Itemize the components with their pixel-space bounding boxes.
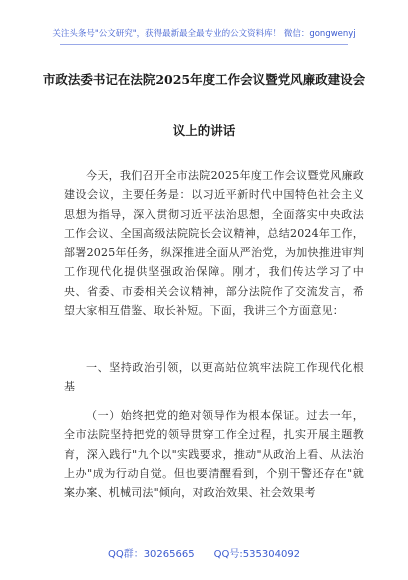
header-banner: 关注头条号"公文研究"，获得最新最全最专业的公文资料库！ 微信：gongwenyj <box>52 29 356 39</box>
document-title-line-1: 市政法委书记在法院2025年度工作会议暨党风廉政建设会 <box>42 72 366 87</box>
footer-contact: QQ群：30265665 QQ号:535304092 <box>107 549 301 560</box>
body-paragraph-intro: 今天，我们召开全市法院2025年度工作会议暨党风廉政建设会议，主要任务是：以习近平新时代中国特色社会主义思想为指导，深入贯彻习近平法治思想，全面落实中央政法工作会议、全国高级法院院长会议精神，总结2024年工作，部署2025年任务，纵深推进全面从严治党，为加快推进审判工作现代化提供坚强政治保障。刚才，我们传达学习了中央、省委、市委相关会议精神，部分法院作了交流发言，希望大家相互借鉴、取长补短。下面，我讲三个方面意见： <box>64 169 364 318</box>
section-heading-1: 一、坚持政治引领，以更高站位筑牢法院工作现代化根基 <box>64 361 364 394</box>
document-title-line-2: 议上的讲话 <box>172 123 236 138</box>
header-divider <box>60 44 348 45</box>
body-paragraph-point-1: （一）始终把党的绝对领导作为根本保证。过去一年，全市法院坚持把党的领导贯穿工作全过程，扎实开展主题教育，深入践行"九个以"实践要求，推动"从政治上看、从法治上办"成为行动自觉。但也要清醒看到，个别干警还存在"就案办案、机械司法"倾向，对政治效果、社会效果考 <box>64 409 364 500</box>
